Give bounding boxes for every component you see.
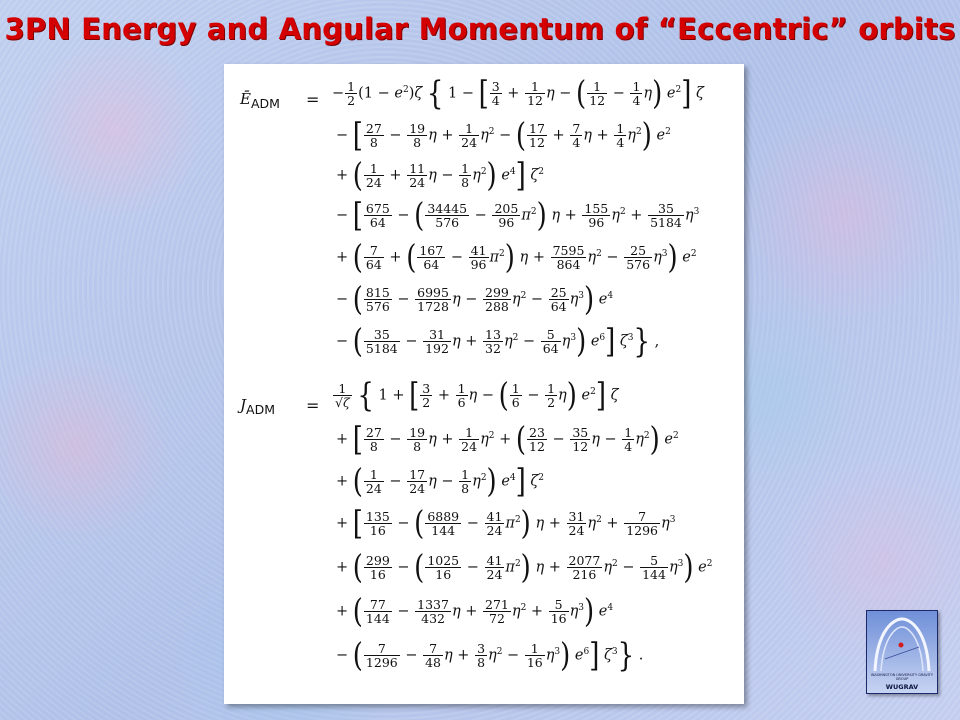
energy-term-line-3: + ( $\frac{1}{24}$ + $\frac{11}{24}$ η − $\frac{1}{8}$ $\eta^2$) $e^4$] $\zeta^2$ [336, 156, 544, 195]
energy-term-line-6: − ( $\frac{815}{576}$ − $\frac{6995}{1728}$ η − $\frac{299}{288}$ $\eta^2$ − $\frac{25}{64}$ $\eta^3$) $e^4$ [336, 280, 614, 319]
equation-panel [224, 64, 744, 704]
energy-term-line-1: − $\frac{1}{2}$ $(1 - e^2)\zeta$ { 1 − [ $\frac{3}{4}$ + $\frac{1}{12}$ η − ( $\frac{1}{12}$ − $\frac{1}{4}$ η) $e^2$] ζ [332, 74, 704, 113]
momentum-term-line-3: + ( $\frac{1}{24}$ − $\frac{17}{24}$ η − $\frac{1}{8}$ $\eta^2$) $e^4$] $\zeta^2$ [336, 462, 544, 501]
energy-term-line-5: + ( $\frac{7}{64}$ + ( $\frac{167}{64}$ − $\frac{41}{96}$ $\pi^2$) η + $\frac{7595}{864}$ $\eta^2$ − $\frac{25}{576}$ $\eta^3$) $e^2$ [336, 238, 697, 277]
momentum-term-line-1: $\frac{1}{√\zeta}$ { 1 + [ $\frac{3}{2}$ + $\frac{1}{6}$ η − ( $\frac{1}{6}$ − $\frac{1}{2}$ η) $e^2$] ζ [335, 376, 619, 415]
logo-subtitle: WASHINGTON UNIVERSITY GRAVITY GROUP [870, 673, 934, 682]
wugrav-logo [866, 610, 938, 694]
energy-symbol: $Ē_{ADM}$ [240, 90, 280, 111]
momentum-term-line-4: + [ $\frac{135}{16}$ − ( $\frac{6889}{144}$ − $\frac{41}{24}$ $\pi^2$) η + $\frac{31}{24}$ $\eta^2$ + $\frac{7}{1296}$ $\eta^3$ [336, 504, 676, 543]
slide-title: 3PN Energy and Angular Momentum of “Eccentric” orbits [4, 12, 956, 46]
logo-name: WUGRAV [885, 683, 919, 691]
energy-term-line-2: − [ $\frac{27}{8}$ − $\frac{19}{8}$ η + $\frac{1}{24}$ $\eta^2$ − ( $\frac{17}{12}$ + $\frac{7}{4}$ η + $\frac{1}{4}$ $\eta^2$) $e^2$ [336, 116, 671, 155]
momentum-term-line-5: + ( $\frac{299}{16}$ − ( $\frac{1025}{16}$ − $\frac{41}{24}$ $\pi^2$) η + $\frac{2077}{216}$ $\eta^2$ − $\frac{5}{144}$ $\eta^3$) $e^2$ [336, 548, 713, 587]
momentum-equals-sign: = [306, 396, 320, 415]
energy-equals-sign: = [306, 90, 320, 109]
energy-term-line-7: − ( $\frac{35}{5184}$ − $\frac{31}{192}$ η + $\frac{13}{32}$ $\eta^2$ − $\frac{5}{64}$ $\eta^3$) $e^6$] $\zeta^3$} , [336, 322, 660, 361]
energy-term-line-4: − [ $\frac{675}{64}$ − ( $\frac{34445}{576}$ − $\frac{205}{96}$ $\pi^2$) η + $\frac{155}{96}$ $\eta^2$ + $\frac{35}{5184}$ $\eta^3$ [336, 196, 700, 235]
momentum-term-line-2: + [ $\frac{27}{8}$ − $\frac{19}{8}$ η + $\frac{1}{24}$ $\eta^2$ + ( $\frac{23}{12}$ − $\frac{35}{12}$ η − $\frac{1}{4}$ $\eta^2$) $e^2$ [336, 420, 679, 459]
momentum-term-line-6: + ( $\frac{77}{144}$ − $\frac{1337}{432}$ η + $\frac{271}{72}$ $\eta^2$ + $\frac{5}{16}$ $\eta^3$) $e^4$ [336, 592, 614, 631]
momentum-symbol: $J_{ADM}$ [240, 396, 275, 417]
momentum-term-line-7: − ( $\frac{7}{1296}$ − $\frac{7}{48}$ η + $\frac{3}{8}$ $\eta^2$ − $\frac{1}{16}$ $\eta^3$) $e^6$] $\zeta^3$} . [336, 636, 644, 675]
gravity-arch-icon [867, 611, 937, 673]
